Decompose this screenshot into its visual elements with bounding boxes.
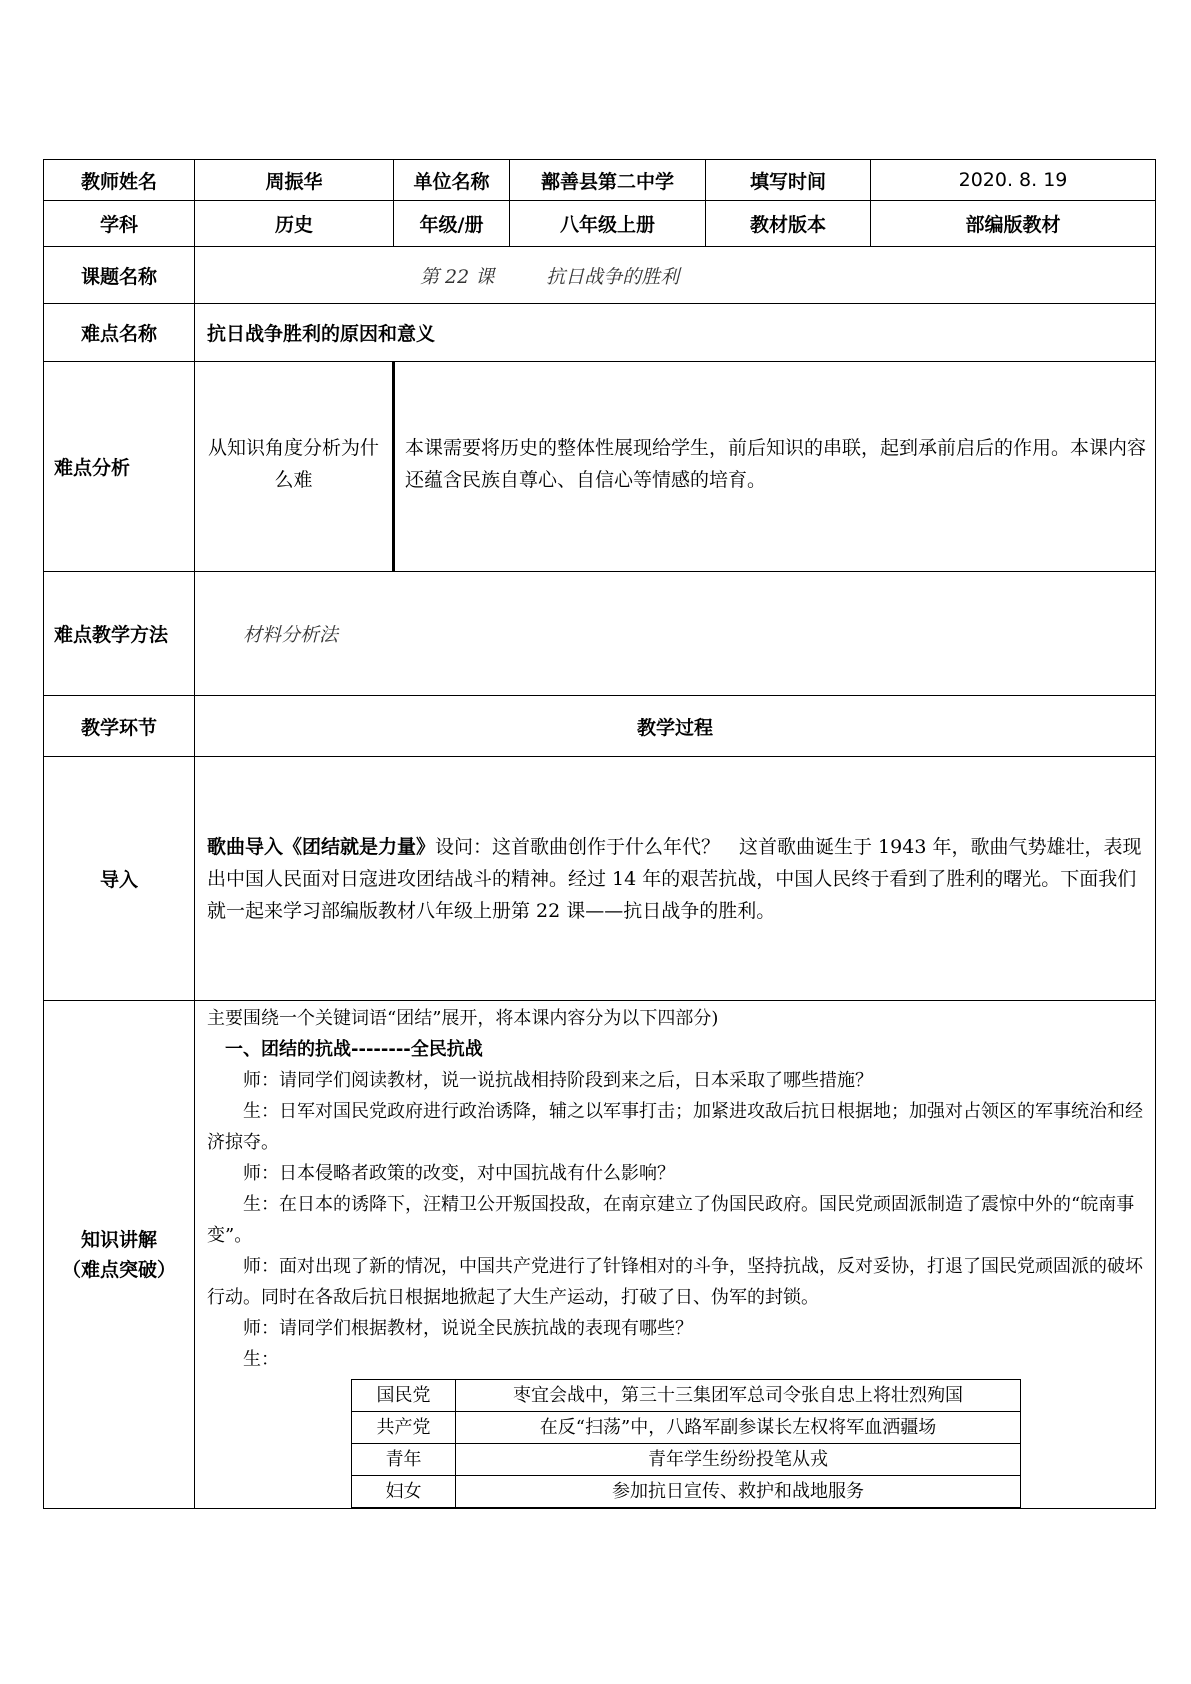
intro-row [44, 757, 1156, 1001]
lesson-plan-table [43, 159, 1156, 1509]
teacher-value: 周振华 [195, 160, 394, 201]
difficulty-value: 抗日战争胜利的原因和意义 [195, 304, 1156, 362]
resistance-party: 共产党 [352, 1412, 456, 1444]
difficulty-label: 难点名称 [44, 304, 195, 362]
topic-value [195, 247, 1156, 304]
resistance-row [352, 1476, 1021, 1508]
method-label: 难点教学方法 [44, 572, 195, 696]
header-row-2 [44, 201, 1156, 247]
edition-label: 教材版本 [706, 201, 871, 247]
unit-value: 鄯善县第二中学 [510, 160, 706, 201]
subject-label: 学科 [44, 201, 195, 247]
resistance-deed: 枣宜会战中，第三十三集团军总司令张自忠上将壮烈殉国 [456, 1380, 1021, 1412]
resistance-deed: 在反“扫荡”中，八路军副参谋长左权将军血洒疆场 [456, 1412, 1021, 1444]
resistance-party: 妇女 [352, 1476, 456, 1508]
knowledge-line: 生：在日本的诱降下，汪精卫公开叛国投敌，在南京建立了伪国民政府。国民党顽固派制造了震惊中外的“皖南事变”。 [207, 1194, 1135, 1246]
unit-label: 单位名称 [394, 160, 510, 201]
topic-lesson: 第 22 课 [420, 265, 495, 288]
grade-label: 年级/册 [394, 201, 510, 247]
analysis-sub-label: 从知识角度分析为什么难 [195, 362, 394, 572]
knowledge-section-heading: 一、团结的抗战--------全民抗战 [225, 1039, 483, 1060]
header-row-1 [44, 160, 1156, 201]
analysis-label: 难点分析 [44, 362, 195, 572]
resistance-row [352, 1444, 1021, 1476]
knowledge-label-line1: 知识讲解 [80, 1228, 157, 1251]
resistance-table [351, 1379, 1021, 1508]
intro-text: 设问：这首歌曲创作于什么年代？ 这首歌曲诞生于 1943 年，歌曲气势雄壮，表现出中国人民面对日寇进攻团结战斗的精神。经过 14 年的艰苦抗战，中国人民终于看到了胜利的曙光。下面我们就一起来学习部编版教材八年级上册第 22 课——抗日战争的胜利。 [207, 835, 1142, 922]
knowledge-content [195, 1001, 1156, 1509]
method-row [44, 572, 1156, 696]
date-label: 填写时间 [706, 160, 871, 201]
edition-value: 部编版教材 [871, 201, 1156, 247]
difficulty-row [44, 304, 1156, 362]
resistance-party: 青年 [352, 1444, 456, 1476]
topic-label: 课题名称 [44, 247, 195, 304]
analysis-row [44, 362, 1156, 572]
knowledge-line: 生：日军对国民党政府进行政治诱降，辅之以军事打击；加紧进攻敌后抗日根据地；加强对占领区的军事统治和经济掠夺。 [207, 1101, 1143, 1153]
knowledge-label-line2: （难点突破） [61, 1258, 176, 1281]
analysis-text: 本课需要将历史的整体性展现给学生，前后知识的串联，起到承前启后的作用。本课内容还蕴含民族自尊心、自信心等情感的培育。 [394, 362, 1156, 572]
knowledge-line: 主要围绕一个关键词语“团结”展开，将本课内容分为以下四部分) [207, 1008, 719, 1029]
resistance-deed: 青年学生纷纷投笔从戎 [456, 1444, 1021, 1476]
knowledge-line: 师：面对出现了新的情况，中国共产党进行了针锋相对的斗争，坚持抗战，反对妥协，打退了国民党顽固派的破坏行动。同时在各敌后抗日根据地掀起了大生产运动，打破了日、伪军的封锁。 [207, 1256, 1143, 1308]
intro-lead: 歌曲导入《团结就是力量》 [207, 835, 436, 858]
knowledge-line: 师：请同学们根据教材，说说全民族抗战的表现有哪些？ [243, 1318, 693, 1339]
knowledge-line: 师：请同学们阅读教材，说一说抗战相持阶段到来之后，日本采取了哪些措施？ [243, 1070, 873, 1091]
intro-content [195, 757, 1156, 1001]
topic-title: 抗日战争的胜利 [546, 265, 680, 288]
resistance-deed: 参加抗日宣传、救护和战地服务 [456, 1476, 1021, 1508]
intro-label: 导入 [44, 757, 195, 1001]
resistance-party: 国民党 [352, 1380, 456, 1412]
grade-value: 八年级上册 [510, 201, 706, 247]
topic-row [44, 247, 1156, 304]
teacher-label: 教师姓名 [44, 160, 195, 201]
knowledge-line: 生： [243, 1349, 279, 1370]
knowledge-label [44, 1001, 195, 1509]
resistance-row [352, 1412, 1021, 1444]
process-label: 教学环节 [44, 696, 195, 757]
knowledge-line: 师：日本侵略者政策的改变，对中国抗战有什么影响？ [243, 1163, 675, 1184]
subject-value: 历史 [195, 201, 394, 247]
knowledge-row [44, 1001, 1156, 1509]
resistance-row [352, 1380, 1021, 1412]
process-header-row [44, 696, 1156, 757]
date-value: 2020. 8. 19 [871, 160, 1156, 201]
process-value: 教学过程 [195, 696, 1156, 757]
method-value: 材料分析法 [195, 572, 1156, 696]
